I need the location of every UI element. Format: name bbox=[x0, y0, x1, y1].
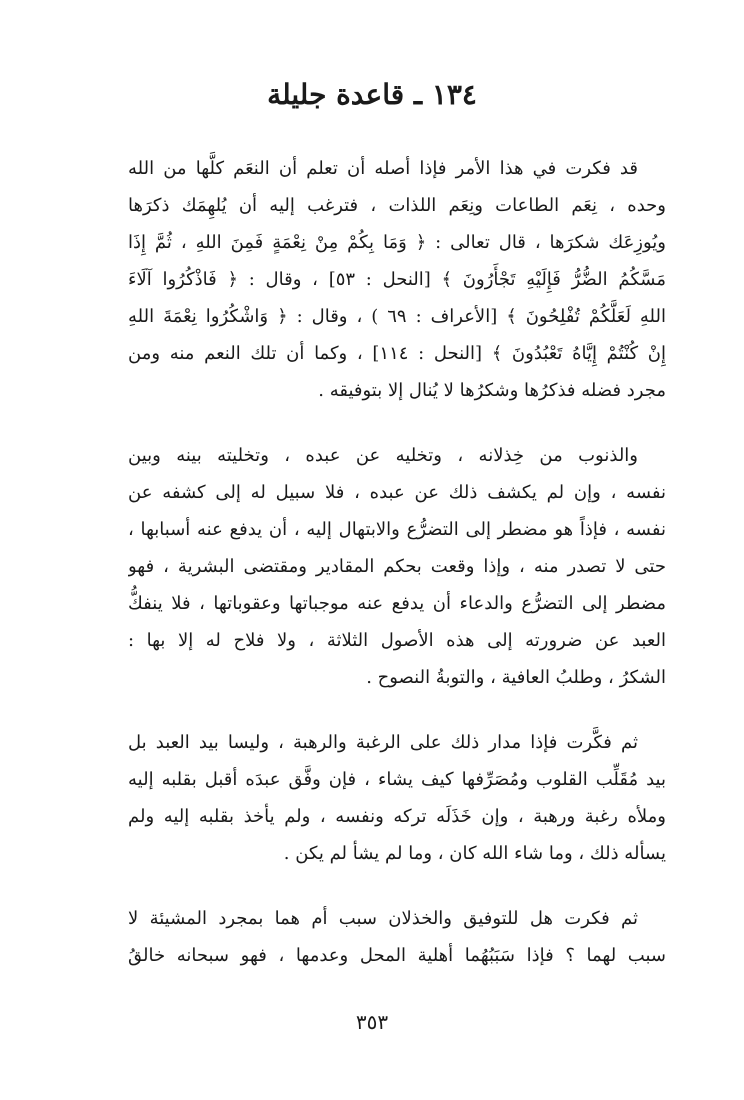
text-line: ويُوزِعَك شكرَها ، قال تعالى : ﴿ وَمَا بِكُمْ مِنْ نِعْمَةٍ فَمِنَ اللهِ ، ثُمَّ إِذَا bbox=[128, 232, 666, 253]
paragraph bbox=[128, 900, 666, 974]
text-line: الشكرُ ، وطلبُ العافية ، والتوبةُ النصوح . bbox=[366, 667, 666, 688]
text-line: ثم فكَّرت فإذا مدار ذلك على الرغبة والرهبة ، وليسا بيد العبد بل bbox=[128, 732, 638, 753]
text-line: نفسه ، فإذاً هو مضطر إلى التضرُّع والابتهال إليه ، أن يدفع عنه أسبابها ، bbox=[128, 519, 666, 540]
text-line: مجرد فضله فذكرُها وشكرُها لا يُنال إلا بتوفيقه . bbox=[318, 380, 666, 401]
text-line: نفسه ، وإن لم يكشف ذلك عن عبده ، فلا سبيل له إلى كشفه عن bbox=[128, 482, 666, 503]
text-line: إِنْ كُنْتُمْ إِيَّاهُ تَعْبُدُونَ ﴾ [النحل : ١١٤] ، وكما أن تلك النعم منه ومن bbox=[128, 343, 666, 364]
page-title: ١٣٤ ـ قاعدة جليلة bbox=[267, 78, 477, 111]
text-line: يسأله ذلك ، وما شاء الله كان ، وما لم يشأ لم يكن . bbox=[283, 843, 666, 864]
text-line: العبد عن ضرورته إلى هذه الأصول الثلاثة ، ولا فلاح له إلا بها : bbox=[128, 630, 666, 651]
text-line: حتى لا تصدر منه ، وإذا وقعت بحكم المقادير ومقتضى البشرية ، فهو bbox=[128, 556, 666, 577]
page-number: ٣٥٣ bbox=[355, 1010, 389, 1034]
page-body bbox=[128, 150, 666, 1002]
text-line: بيد مُقَلِّب القلوب ومُصَرِّفها كيف يشاء ، فإن وفَّق عبدَه أقبل بقلبه إليه bbox=[128, 769, 666, 790]
text-line: مضطر إلى التضرُّع والدعاء أن يدفع عنه موجباتها وعقوباتها ، فلا ينفكُّ bbox=[128, 593, 666, 614]
text-line: وملأه رغبة ورهبة ، وإن خَذَلَه تركه ونفسه ، ولم يأخذ بقلبه إليه ولم bbox=[128, 806, 666, 827]
text-line: والذنوب من خِذلانه ، وتخليه عن عبده ، وتخليته بينه وبين bbox=[128, 445, 638, 466]
text-line: قد فكرت في هذا الأمر فإذا أصله أن تعلم أن النعَم كلَّها من الله bbox=[128, 158, 638, 179]
text-line: اللهِ لَعَلَّكُمْ تُفْلِحُونَ ﴾ [الأعراف : ٦٩ ) ، وقال : ﴿ وَاشْكُرُوا نِعْمَةَ اللهِ bbox=[128, 306, 666, 327]
paragraph bbox=[128, 437, 666, 696]
paragraph bbox=[128, 724, 666, 872]
paragraph bbox=[128, 150, 666, 409]
text-line: سبب لهما ؟ فإذا سَبَبُهُما أهلية المحل وعدمها ، فهو سبحانه خالقُ bbox=[128, 945, 666, 966]
text-line: مَسَّكُمُ الضُّرُّ فَإِلَيْهِ تَجْأَرُونَ ﴾ [النحل : ٥٣] ، وقال : ﴿ فَاذْكُرُوا آلَاءَ bbox=[128, 269, 666, 290]
text-line: وحده ، نِعَم الطاعات ونِعَم اللذات ، فترغب إليه أن يُلهِمَك ذكرَها bbox=[128, 195, 666, 216]
text-line: ثم فكرت هل للتوفيق والخذلان سبب أم هما بمجرد المشيئة لا bbox=[128, 908, 638, 929]
